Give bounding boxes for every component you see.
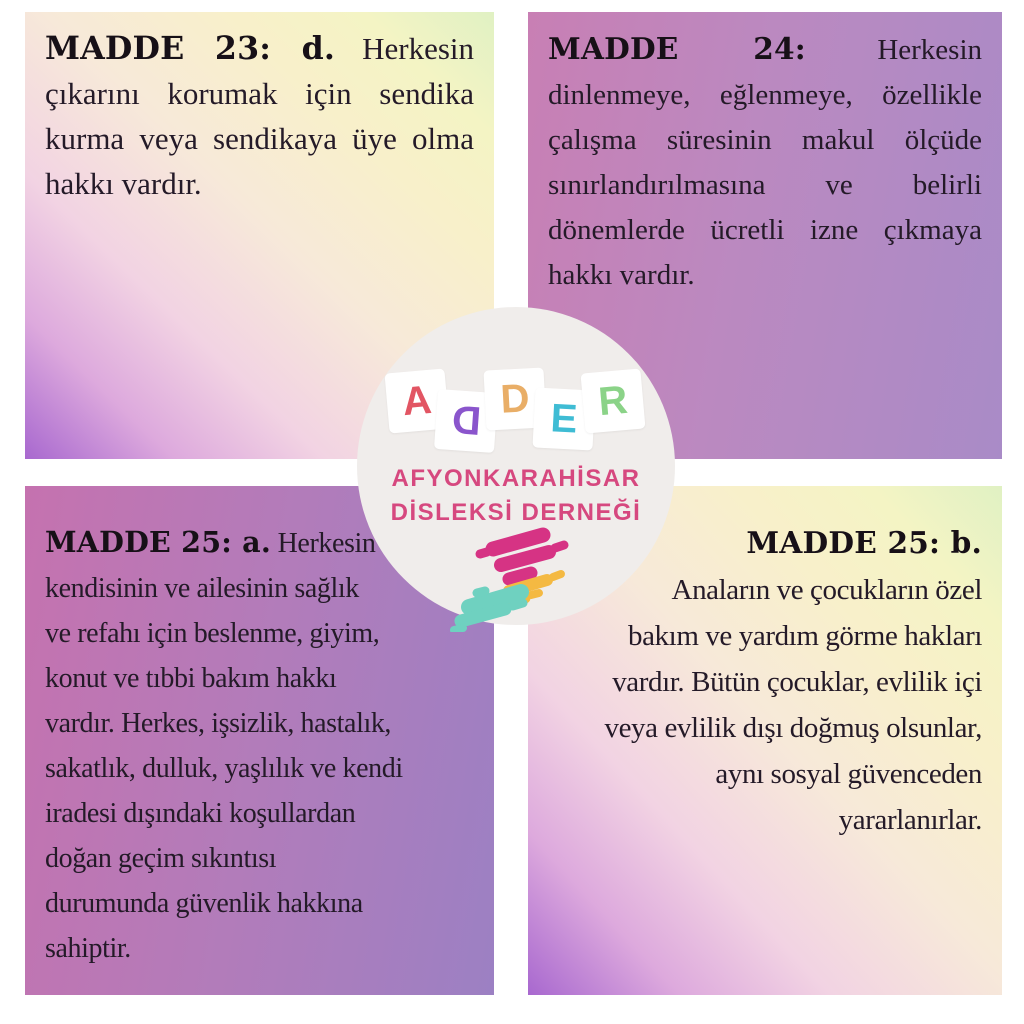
text-line: dinlenmeye, eğlenmeye, özellikle: [548, 79, 982, 111]
text-line: yararlanırlar.: [838, 804, 982, 836]
text-line: sakatlık, dulluk, yaşlılık ve kendi: [45, 753, 403, 784]
text-line: dönemlerde ücretli izne çıkmaya: [548, 214, 982, 246]
panel-madde-25-a-text: [45, 520, 474, 971]
text-line: vardır. Herkes, işsizlik, hastalık,: [45, 708, 392, 739]
logo-letter-a: A: [400, 377, 434, 425]
logo-letter-r: R: [596, 377, 630, 425]
text-line: kurma veya sendikaya üye olma: [45, 121, 474, 156]
text-line: [45, 26, 474, 71]
text-line: kendisinin ve ailesinin sağlık: [45, 573, 359, 604]
org-name-line2: DİSLEKSİ DERNEĞİ: [390, 499, 642, 526]
text-line: Anaların ve çocukların özel: [671, 574, 982, 606]
text-line: çıkarını korumak için sendika: [45, 76, 474, 111]
text-line-rest: Herkesin: [362, 31, 474, 66]
panel-madde-23-d-text: [45, 26, 474, 206]
org-name-line1: AFYONKARAHİSAR: [391, 465, 641, 492]
text-line: sahiptir.: [45, 933, 131, 964]
text-line: ve refahı için beslenme, giyim,: [45, 618, 380, 649]
panel-madde-24-text: [548, 26, 982, 298]
text-line: veya evlilik dışı doğmuş olsunlar,: [604, 712, 982, 744]
text-line: vardır. Bütün çocuklar, evlilik içi: [612, 666, 982, 698]
text-line: aynı sosyal güvenceden: [715, 758, 982, 790]
text-line: [548, 26, 982, 73]
article-header: MADDE 24:: [548, 31, 806, 66]
text-line: doğan geçim sıkıntısı: [45, 843, 277, 874]
adder-logo: [357, 307, 675, 625]
text-line: bakım ve yardım görme hakları: [627, 620, 982, 652]
text-line-rest: Herkesin: [277, 528, 376, 559]
logo-letter-e: E: [549, 396, 579, 442]
text-line: çalışma süresinin makul ölçüde: [548, 124, 982, 156]
logo-letter-d-mirrored: D: [450, 398, 482, 444]
text-line: hakkı vardır.: [548, 259, 695, 291]
article-header: MADDE 25: b.: [746, 525, 982, 560]
text-line: durumunda güvenlik hakkına: [45, 888, 363, 919]
article-header: MADDE 23: d.: [45, 30, 336, 67]
text-line: iradesi dışındaki koşullardan: [45, 798, 356, 829]
article-header: MADDE 25: a.: [45, 525, 271, 559]
text-line: hakkı vardır.: [45, 166, 202, 201]
scribble-paint-icon: [447, 527, 587, 632]
text-line-rest: Herkesin: [877, 34, 982, 66]
logo-letter-tile-r: [580, 368, 645, 433]
logo-letter-d: D: [499, 376, 531, 422]
text-line: sınırlandırılmasına ve belirli: [548, 169, 982, 201]
text-line: konut ve tıbbi bakım hakkı: [45, 663, 337, 694]
